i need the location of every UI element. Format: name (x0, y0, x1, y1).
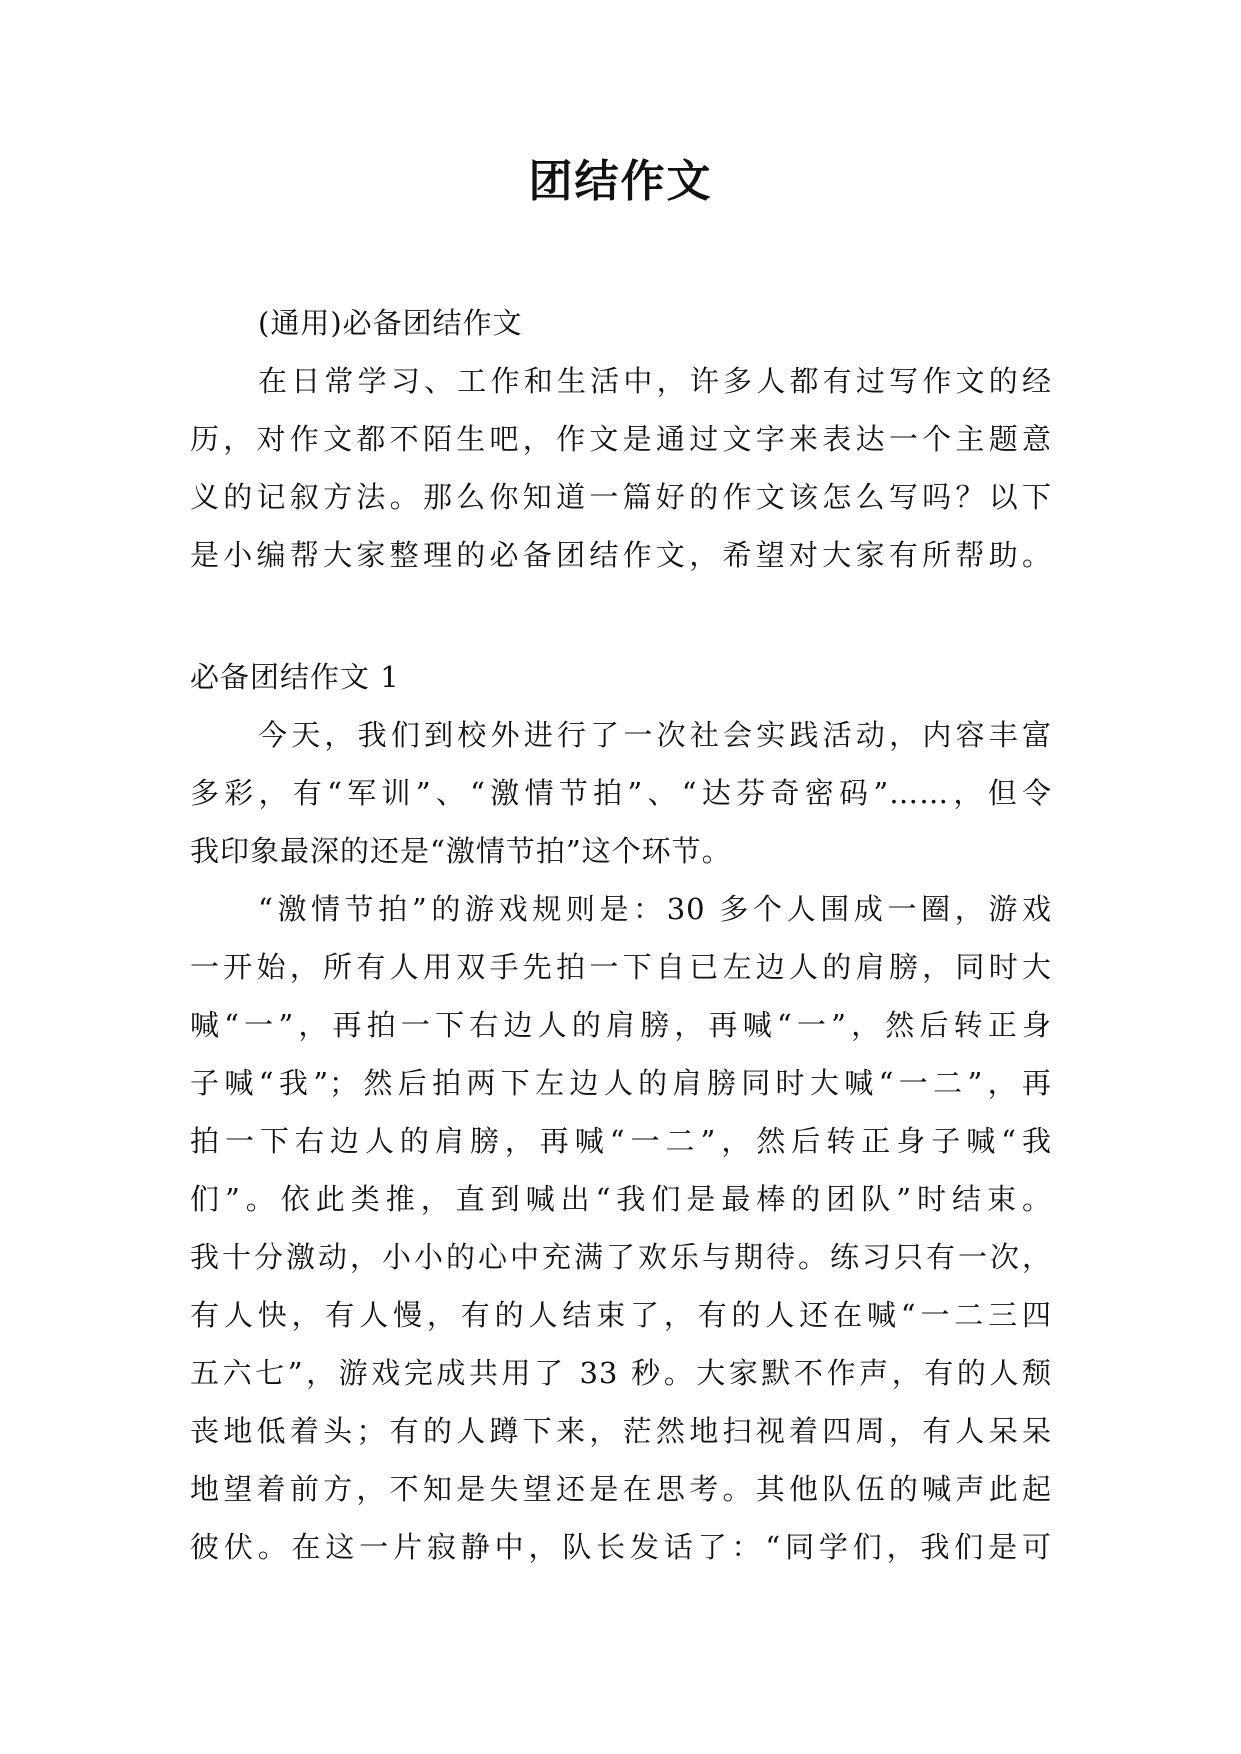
paragraph-line: 地望着前方，不知是失望还是在思考。其他队伍的喊声此起 (190, 1472, 1052, 1506)
paragraph-line: 多彩，有“军训”、“激情节拍”、“达芬奇密码”……，但令 (190, 776, 1052, 810)
section-gap (190, 584, 1052, 648)
paragraph-line: “激情节拍”的游戏规则是：30 多个人围成一圈，游戏 (258, 892, 1052, 926)
paragraph-line: 喊“一”，再拍一下右边人的肩膀，再喊“一”，然后转正身 (190, 1008, 1052, 1042)
paragraph-line: 拍一下右边人的肩膀，再喊“一二”，然后转正身子喊“我 (190, 1124, 1052, 1158)
intro-line: 历，对作文都不陌生吧，作文是通过文字来表达一个主题意 (190, 422, 1052, 456)
paragraph-line: 丧地低着头；有的人蹲下来，茫然地扫视着四周，有人呆呆 (190, 1414, 1052, 1448)
document-title: 团结作文 (528, 156, 713, 207)
paragraph-line: 今天，我们到校外进行了一次社会实践活动，内容丰富 (258, 718, 1052, 752)
paragraph-line: 子喊“我”；然后拍两下左边人的肩膀同时大喊“一二”，再 (190, 1066, 1052, 1100)
paragraph-line: 们”。依此类推，直到喊出“我们是最棒的团队”时结束。 (190, 1182, 1052, 1216)
paragraph-line: 我十分激动，小小的心中充满了欢乐与期待。练习只有一次， (190, 1240, 1052, 1274)
intro-line: 是小编帮大家整理的必备团结作文，希望对大家有所帮助。 (190, 538, 1052, 572)
paragraph-line: 我印象最深的还是“激情节拍”这个环节。 (190, 834, 732, 868)
paragraph-line: 五六七”，游戏完成共用了 33 秒。大家默不作声，有的人颓 (190, 1356, 1052, 1390)
paragraph-line: 一开始，所有人用双手先拍一下自已左边人的肩膀，同时大 (190, 950, 1052, 984)
section-heading: 必备团结作文 1 (190, 660, 400, 694)
paragraph-line: 彼伏。在这一片寂静中，队长发话了：“同学们，我们是可 (190, 1530, 1052, 1564)
intro-line: 义的记叙方法。那么你知道一篇好的作文该怎么写吗？以下 (190, 480, 1052, 514)
subtitle-line: (通用)必备团结作文 (258, 306, 523, 340)
intro-line: 在日常学习、工作和生活中，许多人都有过写作文的经 (258, 364, 1052, 398)
paragraph-line: 有人快，有人慢，有的人结束了，有的人还在喊“一二三四 (190, 1298, 1052, 1332)
document-body (190, 294, 1052, 1576)
